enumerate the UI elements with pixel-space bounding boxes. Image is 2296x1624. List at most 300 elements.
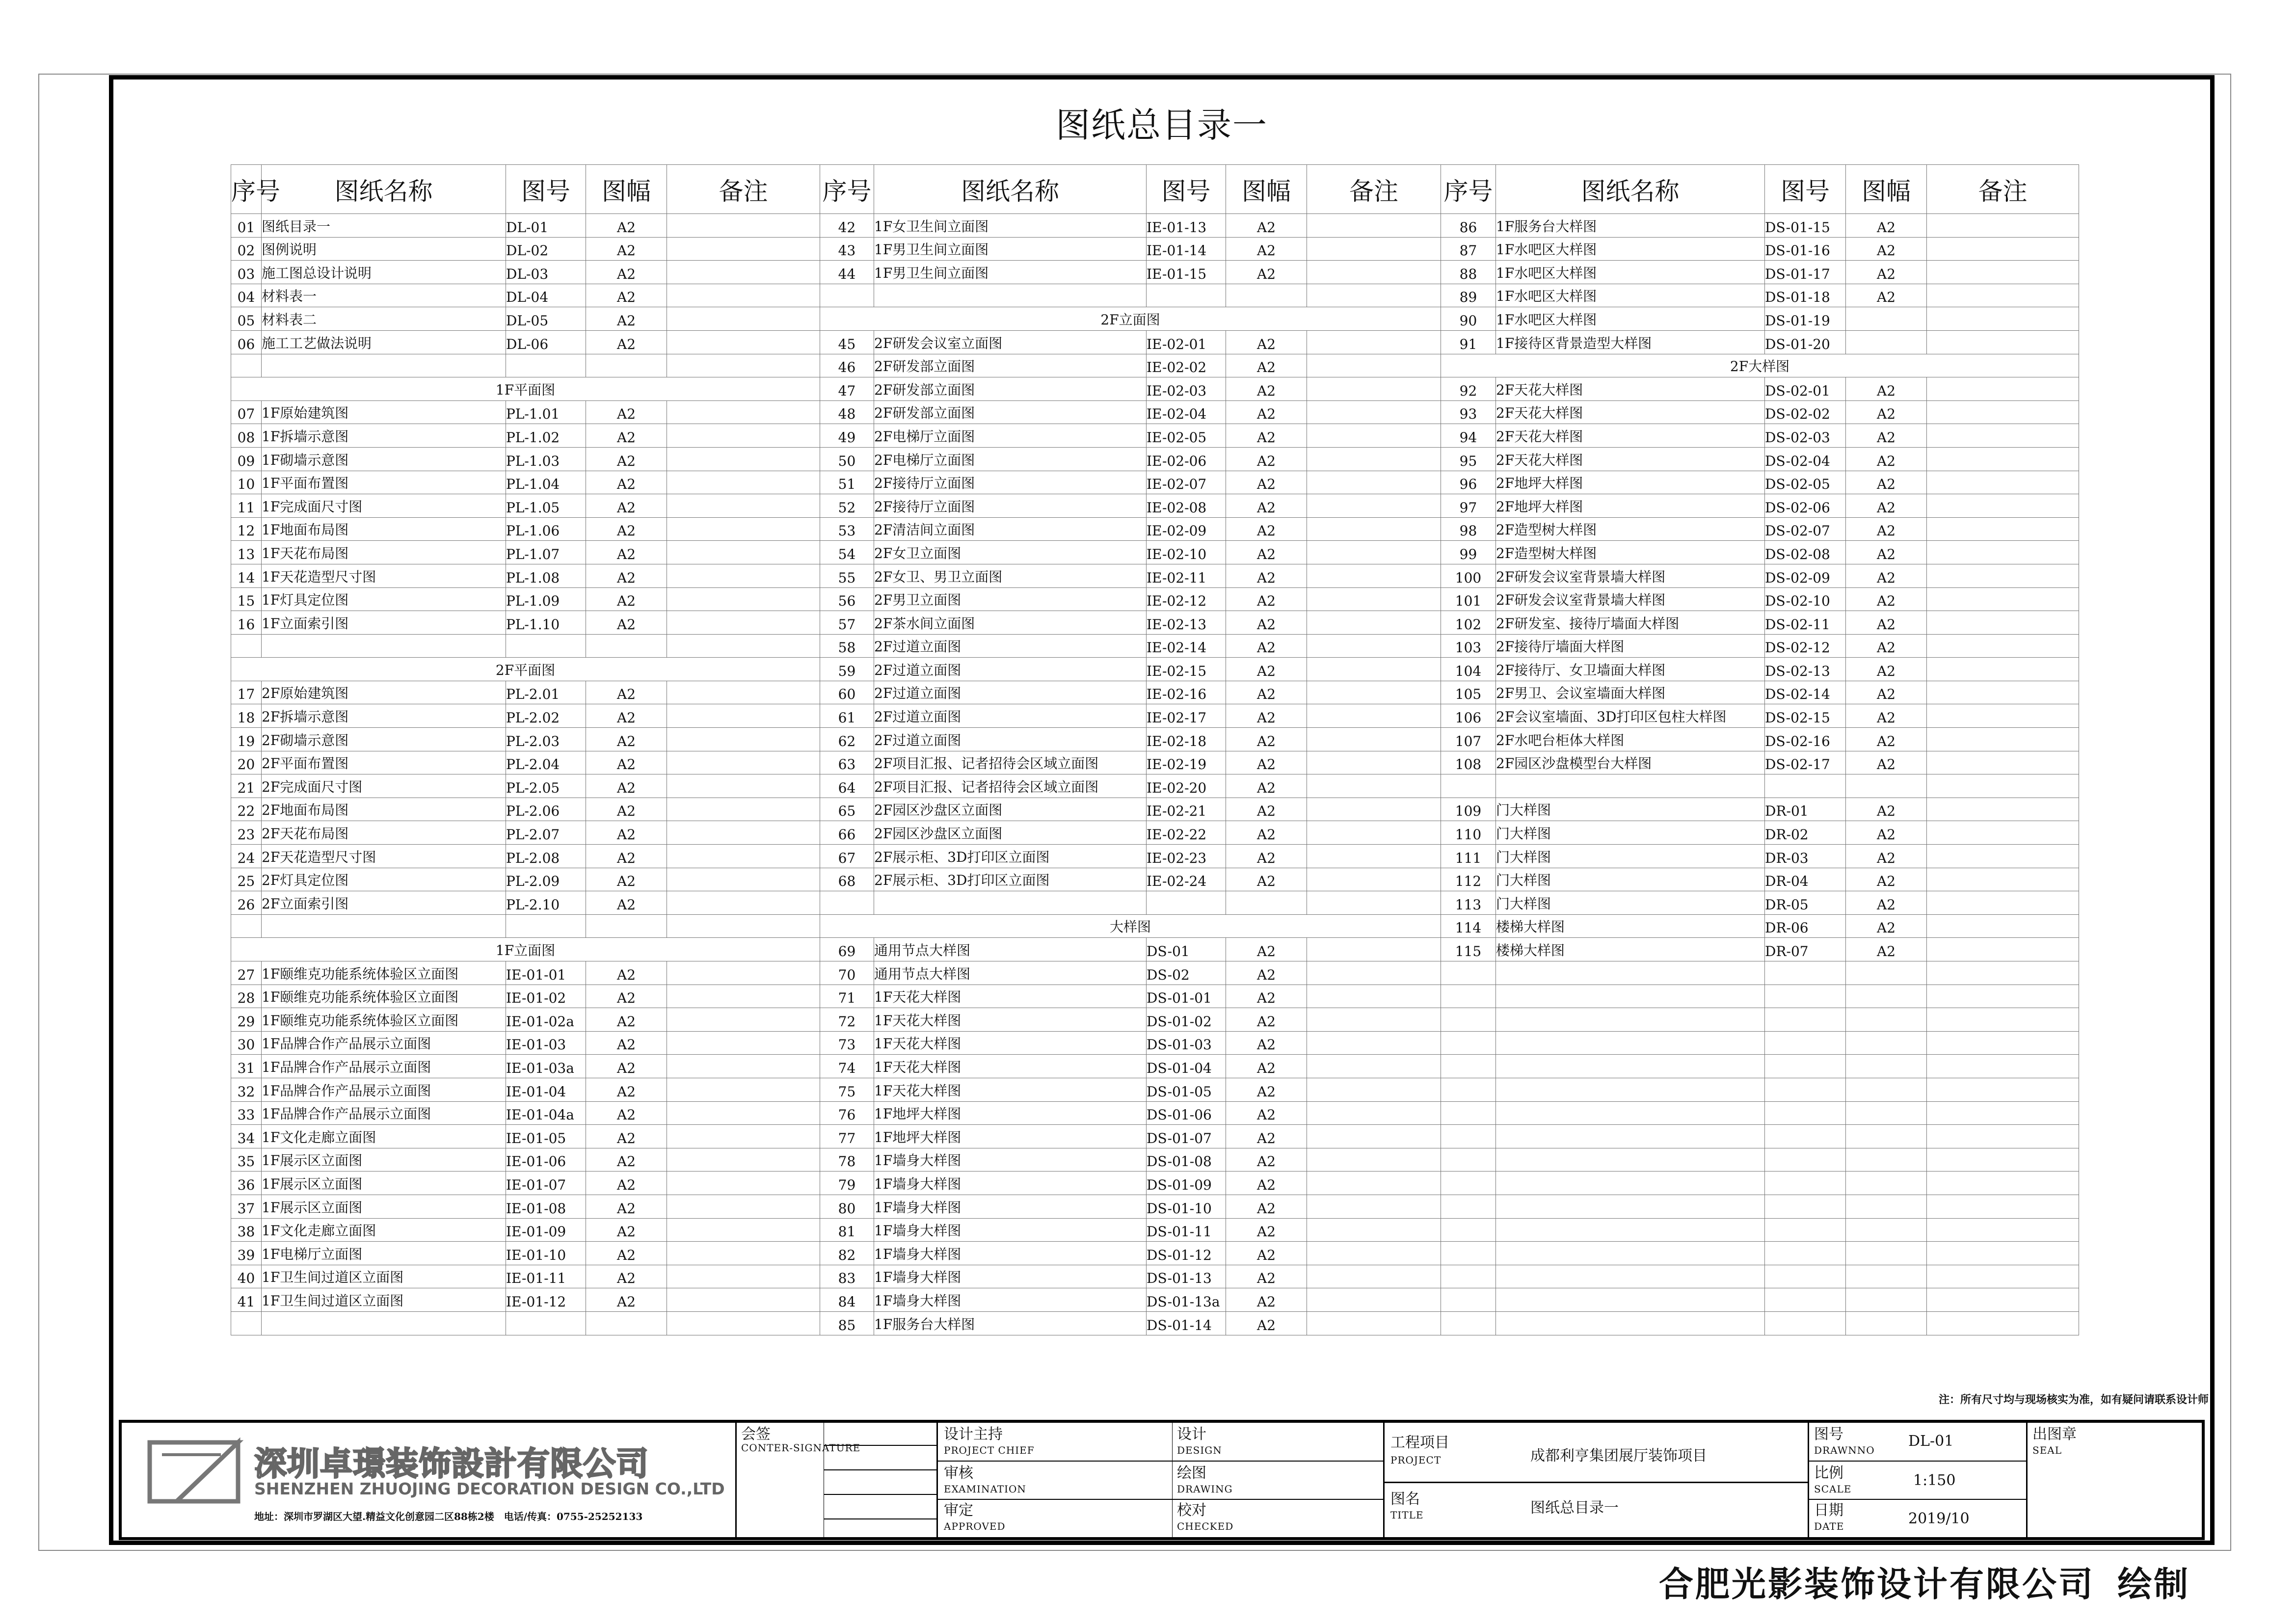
table-row <box>820 728 1441 751</box>
table-row <box>820 985 1441 1008</box>
index-table-2 <box>820 164 1441 1335</box>
drawing-code: PL-2.07 <box>506 821 586 845</box>
row-number: 15 <box>231 587 262 611</box>
drawing-name <box>1496 1148 1765 1171</box>
drawing-name: 2F女卫、男卫立面图 <box>874 564 1147 587</box>
countersign-label: 会签 <box>741 1426 771 1443</box>
table-row <box>1441 494 2079 518</box>
sheet-size <box>1846 1148 1927 1171</box>
remark-cell <box>1927 1242 2079 1265</box>
row-number: 23 <box>231 821 262 845</box>
title-label: 图名 <box>1390 1491 1420 1508</box>
drawing-code <box>506 354 586 377</box>
sheet-size: A2 <box>1846 494 1927 518</box>
tb-rule <box>1808 1499 2026 1500</box>
sheet-size: A2 <box>1226 330 1307 354</box>
drawing-label: 绘图 <box>1177 1464 1206 1482</box>
drawing-code: IE-02-04 <box>1147 400 1226 424</box>
table-row <box>1441 330 2079 354</box>
drawing-code: DS-02-06 <box>1765 494 1846 518</box>
table-row <box>1441 377 2079 401</box>
row-number <box>1441 1265 1496 1288</box>
sheet-size: A2 <box>1846 868 1927 891</box>
sheet-size: A2 <box>1226 985 1307 1008</box>
table-row <box>820 237 1441 261</box>
row-number: 02 <box>231 237 262 261</box>
header-size: 图幅 <box>1226 165 1307 214</box>
drawing-code: IE-02-20 <box>1147 774 1226 798</box>
drawing-name: 1F地坪大样图 <box>874 1125 1147 1148</box>
sheet-size <box>1846 774 1927 798</box>
sheet-size: A2 <box>1226 1288 1307 1312</box>
date-label: 日期 <box>1814 1502 1843 1519</box>
drawing-name: 2F展示柜、3D打印区立面图 <box>874 845 1147 868</box>
remark-cell <box>667 1195 820 1218</box>
drawing-name: 2F拆墙示意图 <box>262 704 506 728</box>
drawing-code: DR-05 <box>1765 891 1846 915</box>
table-row <box>820 447 1441 471</box>
drawing-code: IE-01-06 <box>506 1148 586 1171</box>
remark-cell <box>667 1242 820 1265</box>
sheet-size: A2 <box>1226 1195 1307 1218</box>
sheet-size: A2 <box>1226 751 1307 774</box>
row-number: 95 <box>1441 447 1496 471</box>
sheet-size: A2 <box>586 985 667 1008</box>
drawing-code: DS-02-09 <box>1765 564 1846 587</box>
page-title: 图纸总目录一 <box>1056 105 1268 145</box>
drawing-name: 门大样图 <box>1496 821 1765 845</box>
header-size: 图幅 <box>1846 165 1927 214</box>
remark-cell <box>1927 377 2079 401</box>
title-value: 图纸总目录一 <box>1530 1499 1619 1517</box>
drawing-name: 1F地面布局图 <box>262 517 506 541</box>
row-number: 114 <box>1441 914 1496 938</box>
drawing-name <box>1496 1265 1765 1288</box>
table-row <box>820 611 1441 635</box>
drawing-name <box>1496 1311 1765 1335</box>
drawing-name: 1F卫生间过道区立面图 <box>262 1288 506 1312</box>
drawing-code: DR-07 <box>1765 938 1846 961</box>
table-row <box>1441 517 2079 541</box>
table-row <box>820 774 1441 798</box>
table-row <box>1441 214 2079 238</box>
drawno-value: DL-01 <box>1908 1433 1954 1450</box>
row-number: 66 <box>820 821 874 845</box>
date-value: 2019/10 <box>1908 1510 1970 1527</box>
row-number: 53 <box>820 517 874 541</box>
sheet-size: A2 <box>1226 658 1307 681</box>
sheet-size: A2 <box>1226 1008 1307 1032</box>
drawing-name: 1F天花布局图 <box>262 541 506 564</box>
remark-cell <box>1307 798 1441 821</box>
sheet-size <box>1846 985 1927 1008</box>
table-row <box>820 1148 1441 1171</box>
drawing-code: DS-01-17 <box>1765 261 1846 284</box>
row-number: 93 <box>1441 400 1496 424</box>
drawing-code <box>1765 1055 1846 1078</box>
row-number: 52 <box>820 494 874 518</box>
section-row <box>820 914 1441 938</box>
section-title: 1F平面图 <box>231 377 820 401</box>
sheet-size: A2 <box>586 1101 667 1125</box>
drawing-name: 1F卫生间过道区立面图 <box>262 1265 506 1288</box>
drawing-code: DS-01-12 <box>1147 1242 1226 1265</box>
drawno-label-en: DRAWNNO <box>1814 1444 1875 1456</box>
sheet-size: A2 <box>586 728 667 751</box>
table-row <box>820 868 1441 891</box>
drawing-name: 1F灯具定位图 <box>262 587 506 611</box>
table-row <box>820 564 1441 587</box>
tb-rule <box>824 1494 936 1495</box>
table-row <box>1441 1288 2079 1312</box>
table-row <box>820 821 1441 845</box>
drawing-code: IE-02-09 <box>1147 517 1226 541</box>
drawing-code: IE-01-03 <box>506 1031 586 1055</box>
remark-cell <box>667 1125 820 1148</box>
row-number: 78 <box>820 1148 874 1171</box>
remark-cell <box>1927 704 2079 728</box>
sheet-size: A2 <box>586 845 667 868</box>
remark-cell <box>1927 1008 2079 1032</box>
drawing-code: DS-01-04 <box>1147 1055 1226 1078</box>
drawing-name: 1F水吧区大样图 <box>1496 307 1765 331</box>
remark-cell <box>667 868 820 891</box>
table-row <box>820 354 1441 377</box>
table-row <box>820 1008 1441 1032</box>
drawing-code: PL-1.02 <box>506 424 586 448</box>
row-number: 56 <box>820 587 874 611</box>
remark-cell <box>667 961 820 985</box>
row-number: 73 <box>820 1031 874 1055</box>
row-number: 103 <box>1441 634 1496 658</box>
remark-cell <box>1927 938 2079 961</box>
header-no: 序号 <box>1441 165 1496 214</box>
drawing-code: DS-02-12 <box>1765 634 1846 658</box>
sheet-size: A2 <box>1226 1148 1307 1171</box>
drawing-name: 1F墙身大样图 <box>874 1148 1147 1171</box>
row-number: 20 <box>231 751 262 774</box>
drawing-name: 1F品牌合作产品展示立面图 <box>262 1078 506 1101</box>
remark-cell <box>667 751 820 774</box>
company-address: 地址：深圳市罗湖区大望.精益文化创意园二区88栋2楼 电话/传真：0755-25252133 <box>254 1511 643 1522</box>
scale-label: 比例 <box>1814 1464 1843 1482</box>
row-number: 59 <box>820 658 874 681</box>
drawing-code: IE-01-13 <box>1147 214 1226 238</box>
table-row <box>820 798 1441 821</box>
row-number: 69 <box>820 938 874 961</box>
remark-cell <box>667 1031 820 1055</box>
drawing-name: 2F男卫、会议室墙面大样图 <box>1496 681 1765 704</box>
table-header-row <box>231 165 820 214</box>
table-row <box>1441 471 2079 494</box>
remark-cell <box>1927 1195 2079 1218</box>
drawing-code: PL-1.04 <box>506 471 586 494</box>
project-label-en: PROJECT <box>1390 1454 1442 1466</box>
table-row <box>820 1288 1441 1312</box>
drawno-label: 图号 <box>1814 1426 1843 1443</box>
drawing-code: IE-01-12 <box>506 1288 586 1312</box>
sheet-size: A2 <box>586 471 667 494</box>
remark-cell <box>667 354 820 377</box>
row-number: 43 <box>820 237 874 261</box>
table-row <box>1441 821 2079 845</box>
sheet-size: A2 <box>1846 845 1927 868</box>
row-number: 81 <box>820 1218 874 1242</box>
row-number: 50 <box>820 447 874 471</box>
drawing-name <box>1496 985 1765 1008</box>
remark-cell <box>1307 728 1441 751</box>
remark-cell <box>1307 611 1441 635</box>
row-number <box>1441 1311 1496 1335</box>
remark-cell <box>667 587 820 611</box>
table-row <box>820 961 1441 985</box>
drawing-code: PL-1.06 <box>506 517 586 541</box>
remark-cell <box>1307 681 1441 704</box>
drawing-name <box>1496 1125 1765 1148</box>
row-number: 82 <box>820 1242 874 1265</box>
row-number: 77 <box>820 1125 874 1148</box>
drawing-name <box>262 914 506 938</box>
table-row <box>820 1171 1441 1195</box>
row-number: 90 <box>1441 307 1496 331</box>
sheet-size: A2 <box>1226 704 1307 728</box>
sheet-size: A2 <box>586 1265 667 1288</box>
drawing-code: IE-02-16 <box>1147 681 1226 704</box>
table-row <box>231 564 820 587</box>
remark-cell <box>667 1265 820 1288</box>
tb-divider <box>936 1423 938 1537</box>
remark-cell <box>667 1171 820 1195</box>
drawing-name <box>1496 961 1765 985</box>
remark-cell <box>1927 330 2079 354</box>
row-number: 92 <box>1441 377 1496 401</box>
drawing-code: DS-02-15 <box>1765 704 1846 728</box>
drawing-name: 2F研发室、接待厅墙面大样图 <box>1496 611 1765 635</box>
sheet-size <box>1846 330 1927 354</box>
row-number <box>1441 961 1496 985</box>
drawing-name: 2F项目汇报、记者招待会区域立面图 <box>874 751 1147 774</box>
drawing-name: 1F接待区背景造型大样图 <box>1496 330 1765 354</box>
sheet-size <box>1226 891 1307 915</box>
drawing-code: DS-02-03 <box>1765 424 1846 448</box>
remark-cell <box>667 821 820 845</box>
drawing-code: IE-02-17 <box>1147 704 1226 728</box>
sheet-size: A2 <box>586 1055 667 1078</box>
drawing-name: 1F展示区立面图 <box>262 1148 506 1171</box>
table-row <box>1441 1078 2079 1101</box>
drawing-name: 2F地坪大样图 <box>1496 494 1765 518</box>
drawing-name <box>1496 1218 1765 1242</box>
drawing-code: DS-02-01 <box>1765 377 1846 401</box>
remark-cell <box>1927 868 2079 891</box>
drawing-code: IE-01-11 <box>506 1265 586 1288</box>
sheet-size: A2 <box>1846 237 1927 261</box>
drawing-code: DS-01-08 <box>1147 1148 1226 1171</box>
remark-cell <box>667 845 820 868</box>
remark-cell <box>667 237 820 261</box>
drawing-name: 2F研发部立面图 <box>874 400 1147 424</box>
table-row <box>820 938 1441 961</box>
sheet-size: A2 <box>586 261 667 284</box>
drawing-name: 2F过道立面图 <box>874 704 1147 728</box>
sheet-size: A2 <box>1226 494 1307 518</box>
remark-cell <box>1307 1195 1441 1218</box>
drawing-name <box>1496 1055 1765 1078</box>
table-row <box>231 1125 820 1148</box>
drawing-name: 2F电梯厅立面图 <box>874 424 1147 448</box>
row-number: 70 <box>820 961 874 985</box>
row-number: 34 <box>231 1125 262 1148</box>
remark-cell <box>667 681 820 704</box>
drawing-code <box>1765 1078 1846 1101</box>
sheet-size <box>1226 284 1307 307</box>
row-number: 79 <box>820 1171 874 1195</box>
table-row <box>231 1195 820 1218</box>
sheet-size: A2 <box>1846 658 1927 681</box>
remark-cell <box>1307 447 1441 471</box>
drawing-code <box>1765 1311 1846 1335</box>
drawing-code: DR-02 <box>1765 821 1846 845</box>
remark-cell <box>667 214 820 238</box>
remark-cell <box>1307 494 1441 518</box>
table-row <box>231 961 820 985</box>
drawing-name: 2F研发部立面图 <box>874 354 1147 377</box>
remark-cell <box>1927 798 2079 821</box>
remark-cell <box>1927 424 2079 448</box>
sheet-size: A2 <box>1226 261 1307 284</box>
remark-cell <box>1927 728 2079 751</box>
table-row <box>820 587 1441 611</box>
drawing-name: 2F天花布局图 <box>262 821 506 845</box>
table-row <box>1441 1101 2079 1125</box>
sheet-size <box>586 354 667 377</box>
drawing-code: DS-01 <box>1147 938 1226 961</box>
drawing-code <box>1765 1218 1846 1242</box>
table-row <box>231 214 820 238</box>
tb-divider <box>1383 1423 1385 1537</box>
remark-cell <box>1307 1031 1441 1055</box>
table-row <box>1441 424 2079 448</box>
checked-label-en: CHECKED <box>1177 1520 1234 1532</box>
drawing-name: 2F接待厅墙面大样图 <box>1496 634 1765 658</box>
remark-cell <box>1307 1171 1441 1195</box>
sheet-size: A2 <box>586 587 667 611</box>
table-row <box>231 1265 820 1288</box>
sheet-size: A2 <box>1846 587 1927 611</box>
drawing-code: DS-01-01 <box>1147 985 1226 1008</box>
sheet-size <box>1846 1125 1927 1148</box>
remark-cell <box>1927 681 2079 704</box>
project-chief-label-en: PROJECT CHIEF <box>944 1444 1035 1456</box>
drawing-code: DR-03 <box>1765 845 1846 868</box>
drawing-name: 1F水吧区大样图 <box>1496 261 1765 284</box>
drawing-code: PL-1.03 <box>506 447 586 471</box>
drawing-code: PL-2.04 <box>506 751 586 774</box>
sheet-size: A2 <box>586 307 667 331</box>
drawing-name: 2F研发部立面图 <box>874 377 1147 401</box>
remark-cell <box>667 728 820 751</box>
drawing-code <box>1765 1008 1846 1032</box>
row-number: 102 <box>1441 611 1496 635</box>
table-row <box>231 1218 820 1242</box>
drawing-name: 1F墙身大样图 <box>874 1218 1147 1242</box>
table-row <box>820 704 1441 728</box>
sheet-size: A2 <box>1846 914 1927 938</box>
section-row <box>231 377 820 401</box>
design-label-en: DESIGN <box>1177 1444 1222 1456</box>
drawing-code: PL-1.05 <box>506 494 586 518</box>
table-row <box>820 1311 1441 1335</box>
row-number: 25 <box>231 868 262 891</box>
table-row <box>231 914 820 938</box>
sheet-size: A2 <box>1226 587 1307 611</box>
drawing-code: DL-05 <box>506 307 586 331</box>
table-row <box>231 284 820 307</box>
table-row <box>231 798 820 821</box>
section-row <box>231 658 820 681</box>
header-name: 图纸名称 <box>874 165 1147 214</box>
remark-cell <box>667 798 820 821</box>
company-logo-icon <box>147 1438 240 1506</box>
seal-label: 出图章 <box>2032 1426 2077 1443</box>
table-row <box>820 1195 1441 1218</box>
sheet-size: A2 <box>586 774 667 798</box>
drawing-name <box>1496 1195 1765 1218</box>
row-number <box>1441 1031 1496 1055</box>
table-row <box>820 424 1441 448</box>
sheet-size: A2 <box>586 517 667 541</box>
table-row <box>820 214 1441 238</box>
sheet-size: A2 <box>586 798 667 821</box>
drawing-name <box>1496 1008 1765 1032</box>
table-row <box>820 1218 1441 1242</box>
drawing-name: 2F地面布局图 <box>262 798 506 821</box>
sheet-size: A2 <box>1846 377 1927 401</box>
table-row <box>1441 681 2079 704</box>
sheet-size: A2 <box>1226 1265 1307 1288</box>
row-number: 47 <box>820 377 874 401</box>
row-number: 83 <box>820 1265 874 1288</box>
drawing-code: PL-2.10 <box>506 891 586 915</box>
drawing-name: 2F展示柜、3D打印区立面图 <box>874 868 1147 891</box>
table-row <box>231 494 820 518</box>
row-number: 54 <box>820 541 874 564</box>
table-row <box>1441 728 2079 751</box>
title-block <box>119 1420 2205 1540</box>
sheet-size: A2 <box>1846 284 1927 307</box>
remark-cell <box>667 517 820 541</box>
table-row <box>231 1101 820 1125</box>
table-row <box>820 1078 1441 1101</box>
table-row <box>1441 658 2079 681</box>
drawing-name: 1F墙身大样图 <box>874 1242 1147 1265</box>
row-number: 11 <box>231 494 262 518</box>
remark-cell <box>667 541 820 564</box>
remark-cell <box>1307 1311 1441 1335</box>
row-number: 16 <box>231 611 262 635</box>
remark-cell <box>667 1101 820 1125</box>
sheet-size: A2 <box>1226 938 1307 961</box>
remark-cell <box>1927 284 2079 307</box>
table-row <box>1441 751 2079 774</box>
table-row <box>231 891 820 915</box>
table-row <box>231 1242 820 1265</box>
row-number: 51 <box>820 471 874 494</box>
sheet-size: A2 <box>1226 564 1307 587</box>
drawing-code: DS-02-07 <box>1765 517 1846 541</box>
drawing-name: 1F墙身大样图 <box>874 1171 1147 1195</box>
row-number: 03 <box>231 261 262 284</box>
